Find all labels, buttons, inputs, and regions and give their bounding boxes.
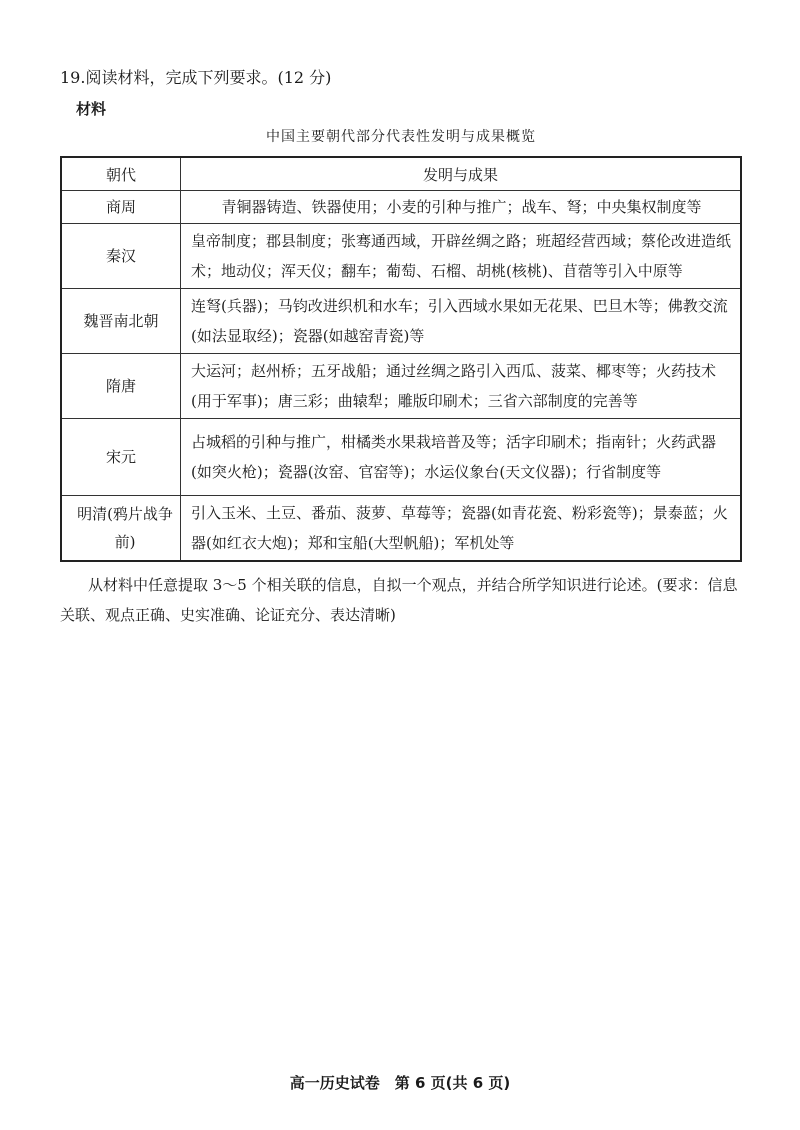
table-row xyxy=(61,191,741,224)
table-title: 中国主要朝代部分代表性发明与成果概览 xyxy=(266,129,536,145)
question-instruction: 从材料中任意提取 3～5 个相关联的信息，自拟一个观点，并结合所学知识进行论述。(要求：信息关联、观点正确、史实准确、论证充分、表达清晰) xyxy=(60,576,738,624)
page-footer: 高一历史试卷 第 6 页(共 6 页) xyxy=(289,1074,511,1092)
achievements-cell: 占城稻的引种与推广，柑橘类水果栽培普及等；活字印刷术；指南针；火药武器(如突火枪)；瓷器(汝窑、官窑等)；水运仪象台(天文仪器)；行省制度等 xyxy=(181,419,742,496)
dynasty-cell: 隋唐 xyxy=(61,354,181,419)
dynasty-cell: 魏晋南北朝 xyxy=(61,289,181,354)
dynasty-cell: 商周 xyxy=(61,191,181,224)
achievements-cell: 大运河；赵州桥；五牙战船；通过丝绸之路引入西瓜、菠菜、椰枣等；火药技术(用于军事)；唐三彩；曲辕犁；雕版印刷术；三省六部制度的完善等 xyxy=(181,354,742,419)
question-heading: 19.阅读材料，完成下列要求。(12 分) xyxy=(60,68,332,87)
header-achievements: 发明与成果 xyxy=(181,157,742,191)
table-header-row xyxy=(61,157,741,191)
dynasty-cell: 宋元 xyxy=(61,419,181,496)
dynasty-cell: 明清(鸦片战争前) xyxy=(61,496,181,562)
achievements-cell: 青铜器铸造、铁器使用；小麦的引种与推广；战车、弩；中央集权制度等 xyxy=(181,191,742,224)
achievements-cell: 引入玉米、土豆、番茄、菠萝、草莓等；瓷器(如青花瓷、粉彩瓷等)；景泰蓝；火器(如红衣大炮)；郑和宝船(大型帆船)；军机处等 xyxy=(181,496,742,562)
inventions-table xyxy=(60,156,742,562)
achievements-cell: 连弩(兵器)；马钧改进织机和水车；引入西域水果如无花果、巴旦木等；佛教交流(如法显取经)；瓷器(如越窑青瓷)等 xyxy=(181,289,742,354)
table-row xyxy=(61,419,741,496)
material-label: 材料 xyxy=(76,100,107,118)
table-row xyxy=(61,354,741,419)
table-row xyxy=(61,289,741,354)
dynasty-cell: 秦汉 xyxy=(61,224,181,289)
table-row xyxy=(61,496,741,562)
achievements-cell: 皇帝制度；郡县制度；张骞通西域，开辟丝绸之路；班超经营西域；蔡伦改进造纸术；地动仪；浑天仪；翻车；葡萄、石榴、胡桃(核桃)、苜蓿等引入中原等 xyxy=(181,224,742,289)
table-row xyxy=(61,224,741,289)
header-dynasty: 朝代 xyxy=(61,157,181,191)
